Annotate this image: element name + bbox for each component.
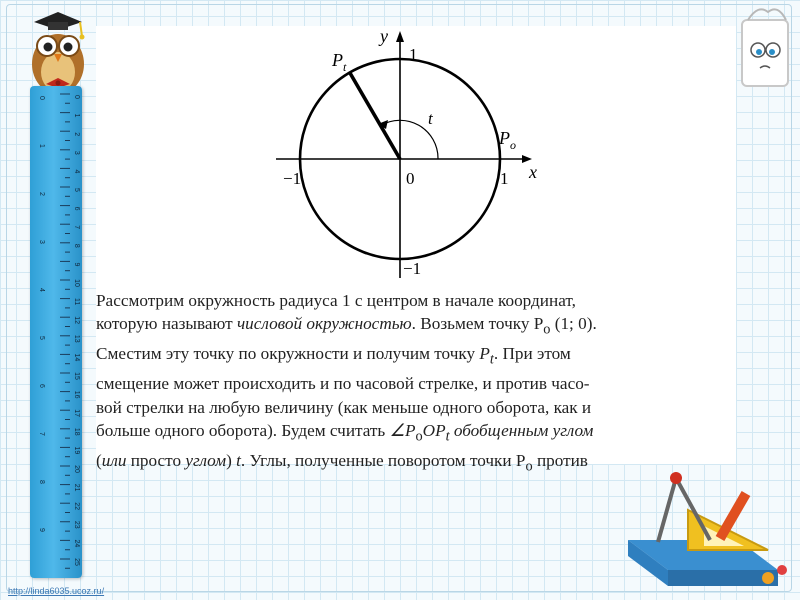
paragraph-text — [96, 289, 732, 479]
ruler-inch-number: 8 — [38, 480, 45, 484]
y-axis-arrow — [396, 31, 404, 42]
y-axis-label: y — [380, 26, 388, 46]
ruler-number: 12 — [73, 316, 80, 325]
text-line-6: больше одного оборота). Будем считать $\angle P_оOP_t$ обобщенным углом — [96, 420, 594, 445]
ruler-number: 4 — [73, 169, 80, 174]
ruler-number: 11 — [73, 297, 80, 306]
ruler-number: 1 — [73, 113, 80, 118]
owl-mascot-icon — [14, 8, 94, 98]
ruler-inch-number: 0 — [38, 96, 45, 100]
notebook-face-icon — [734, 2, 794, 97]
ruler-number: 7 — [73, 225, 80, 230]
ruler-inch-number: 2 — [38, 192, 45, 196]
label-right-1: 1 — [500, 169, 509, 188]
ruler-number: 17 — [73, 409, 80, 418]
ruler-number: 22 — [73, 502, 80, 511]
label-bottom-minus1: −1 — [403, 259, 422, 278]
ruler-decoration — [30, 86, 82, 578]
school-supplies-icon — [618, 470, 794, 594]
ruler-number: 3 — [73, 150, 80, 155]
label-top-1: 1 — [409, 45, 418, 64]
ruler-inch-number: 5 — [38, 336, 45, 340]
ruler-number: 6 — [73, 206, 80, 211]
label-po: $P_o$ — [499, 128, 516, 152]
ruler-number: 5 — [73, 188, 80, 192]
text-line-5: вой стрелки на любую величину (как меньше одного оборота, как и — [96, 397, 592, 417]
ruler-inch-number: 6 — [38, 384, 45, 388]
ruler-number: 13 — [73, 334, 80, 343]
ruler-number: 15 — [73, 372, 80, 380]
text-line-2: которую называют числовой окружностью. Возьмем точку $P_о$ (1; 0). — [96, 314, 597, 338]
ruler-inch-number: 4 — [38, 288, 45, 292]
label-pt: $P_t$ — [332, 50, 347, 74]
ruler-number: 8 — [73, 243, 80, 248]
ruler-number: 10 — [73, 279, 80, 287]
ruler-number: 24 — [73, 539, 80, 548]
text-line-7: (или просто углом) t. Углы, полученные поворотом точки $P_о$ против — [96, 450, 588, 475]
ruler-number: 25 — [73, 558, 80, 566]
label-origin-0: 0 — [406, 169, 415, 188]
label-left-minus1: −1 — [283, 169, 302, 188]
ruler-number: 21 — [73, 483, 80, 492]
ruler-number: 2 — [73, 132, 80, 137]
ruler-number: 0 — [73, 95, 80, 99]
label-angle-t: t — [428, 109, 433, 128]
ruler-inch-number: 7 — [38, 432, 45, 436]
x-axis-label: x — [529, 162, 537, 182]
radius-pt — [350, 73, 400, 159]
text-line-1: Рассмотрим окружность радиуса 1 с центром в начале координат, — [96, 291, 576, 310]
source-link[interactable]: http://linda6035.ucoz.ru/ — [8, 586, 105, 596]
ruler-number: 20 — [73, 465, 80, 473]
unit-circle-diagram — [96, 26, 736, 286]
ruler-number: 23 — [73, 520, 80, 529]
ruler-inch-number: 3 — [38, 240, 45, 244]
ruler-inch-number: 1 — [38, 144, 45, 148]
content-panel — [96, 26, 736, 475]
ruler-number: 18 — [73, 427, 80, 436]
text-line-4: смещение может происходить и по часовой стрелке, и против часо- — [96, 374, 590, 394]
text-line-3: Сместим эту точку по окружности и получим точку $P_t$. При этом — [96, 344, 571, 368]
ruler-number: 19 — [73, 446, 80, 455]
ruler-number: 14 — [73, 353, 80, 362]
ruler-number: 9 — [73, 262, 80, 267]
ruler-number: 16 — [73, 390, 80, 399]
ruler-inch-number: 9 — [38, 528, 45, 532]
